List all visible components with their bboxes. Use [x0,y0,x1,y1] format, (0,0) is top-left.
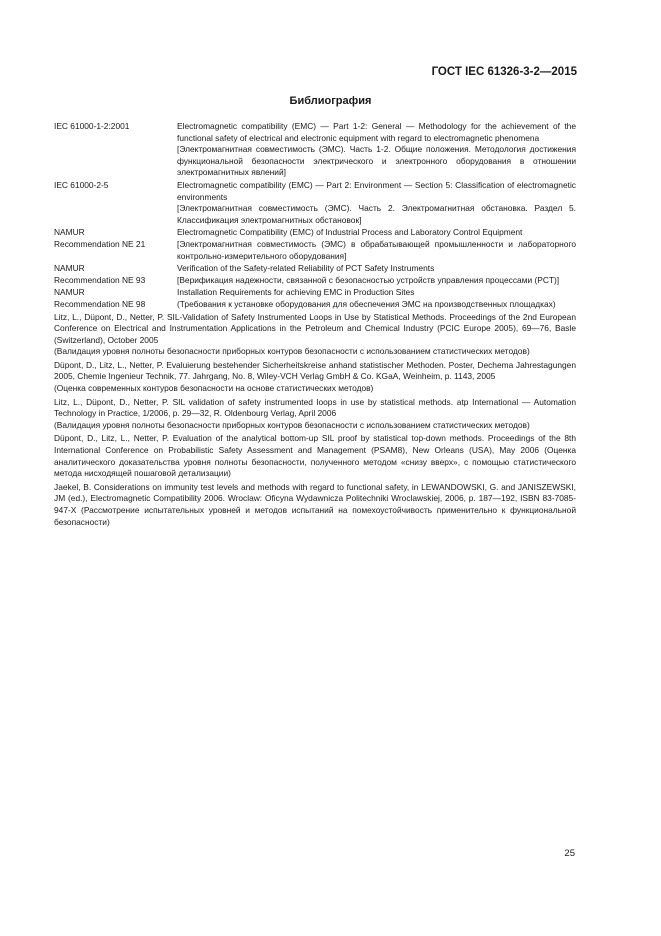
entry-title-en: Electromagnetic compatibility (EMC) — Part 2: Environment — Section 5: Classification of electromagnetic environments [177,179,576,202]
entry-code-line: IEC 61000-2-5 [54,179,109,190]
bibliography-entry [54,287,576,310]
reference-paragraph [54,482,576,528]
bibliography-entry [54,121,576,179]
bibliography-list [54,121,576,530]
page-number: 25 [564,848,575,859]
entry-description [177,180,576,226]
bibliography-entry [54,180,576,226]
entry-description [177,287,576,310]
entry-title-en: Electromagnetic compatibility (EMC) — Part 1-2: General — Methodology for the achievement of the functional safety of electrical and electronic equipment with regard to electromagnetic phenomena [177,121,576,143]
entry-code-line: NAMUR [54,227,85,238]
entry-title-ru: [Верификация надежности, связанной с безопасностью устройств управления процессами (PCT)] [177,274,560,285]
reference-text: Düpont, D., Litz, L., Netter, P. Evaluation of the analytical bottom-up SIL proof by statistical top-down methods. Proceedings of the 8th International Conference on Probabilistic Safety Assessment and Management (PSAM8), New Orleans (USA), May 2006 (Оценка аналитического доказательства уровня полноты безопасности, полученного методом «снизу вверх», с помощью статистического метода нисходящей пошаговой детализации) [54,433,576,479]
entry-code-line: IEC 61000-1-2:2001 [54,121,130,131]
entry-code [54,287,177,310]
entry-title-ru: (Требования к установке оборудования для обеспечения ЭМС на производственных площадках) [177,298,556,309]
reference-text: Düpont, D., Litz, L., Netter, P. Evaluierung bestehender Sicherheitskreise anhand statistischer Methoden. Poster, Dechema Jahrestagungen 2005, Chemie Ingenieur Technik, 77. Jahrgang, No. 8, Wiley-VCH Verlag GmbH & Co. KGaA, Weinheim, p. 1143, 2005 [54,359,576,382]
document-header: ГОСТ IEC 61326-3-2—2015 [431,66,577,78]
entry-description [177,227,576,262]
bibliography-entry [54,263,576,286]
entry-code [54,121,177,179]
entry-code-line: Recommendation NE 98 [54,298,146,309]
entry-title-en: Verification of the Safety-related Reliability of PCT Safety Instruments [177,263,435,274]
reference-paragraph [54,397,576,432]
entry-title-ru: [Электромагнитная совместимость (ЭМС) в обрабатывающей промышленности и лабораторного контрольно-измерительного оборудования] [177,238,576,261]
entry-title-ru: [Электромагнитная совместимость (ЭМС). Часть 2. Электромагнитная обстановка. Раздел 5. Классификация электромагнитных обстановок] [177,203,576,225]
entry-title-en: Electromagnetic Compatibility (EMC) of Industrial Process and Laboratory Control Equipment [177,227,523,238]
entry-description [177,121,576,179]
entry-title-ru: [Электромагнитная совместимость (ЭМС). Часть 1-2. Общие положения. Методология достижения функциональной безопасности электрического и электронного оборудования в отношении электромагнитных явлений] [177,144,576,178]
entry-description [177,263,576,286]
reference-text: Litz, L., Düpont, D., Netter, P. SIL validation of safety instrumented loops in use by statistical methods. atp International — Automation Technology in Practice, 1/2006, p. 29—32, R. Oldenbourg Verlag, April 2006 [54,396,576,419]
entry-code [54,180,177,226]
entry-code-line: Recommendation NE 21 [54,238,146,249]
reference-translation: (Валидация уровня полноты безопасности приборных контуров безопасности с использованием статистических методов) [54,346,530,357]
entry-code [54,227,177,262]
reference-paragraph [54,312,576,358]
entry-code-line: NAMUR [54,287,85,298]
entry-title-en: Installation Requirements for achieving EMC in Production Sites [177,287,415,298]
reference-text: Litz, L., Düpont, D., Netter, P. SIL-Validation of Safety Instrumented Loops in Use by Statistical Methods. Proceedings of the 2nd European Conference on Electrical and Instrumentation Applications in the Petroleum and Chemical Industry (PCIC Europe 2005), 69—76, Basle (Switzerland), October 2005 [54,311,576,345]
reference-paragraph [54,433,576,479]
entry-code-line: Recommendation NE 93 [54,274,146,285]
reference-paragraph [54,360,576,395]
entry-code [54,263,177,286]
reference-text: Jaekel, B. Considerations on immunity test levels and methods with regard to functional safety, in LEWANDOWSKI, G. and JANISZEWSKI, JM (ed.), Electromagnetic Compatibility 2006. Wroclaw: Oficyna Wydawnicza Politechniki Wroclawskiej, 2006, p. 187—192, ISBN 83-7085-947-X (Рассмотрение испытательных уровней и методов испытаний на помехоустойчивость применительно к функциональной безопасности) [54,481,576,527]
reference-translation: (Валидация уровня полноты безопасности приборных контуров безопасности с использованием статистических методов) [54,419,530,430]
reference-translation: (Оценка современных контуров безопасности на основе статистических методов) [54,383,374,394]
entry-code-line: NAMUR [54,263,85,274]
page-title: Библиография [289,95,372,107]
bibliography-entry [54,227,576,262]
